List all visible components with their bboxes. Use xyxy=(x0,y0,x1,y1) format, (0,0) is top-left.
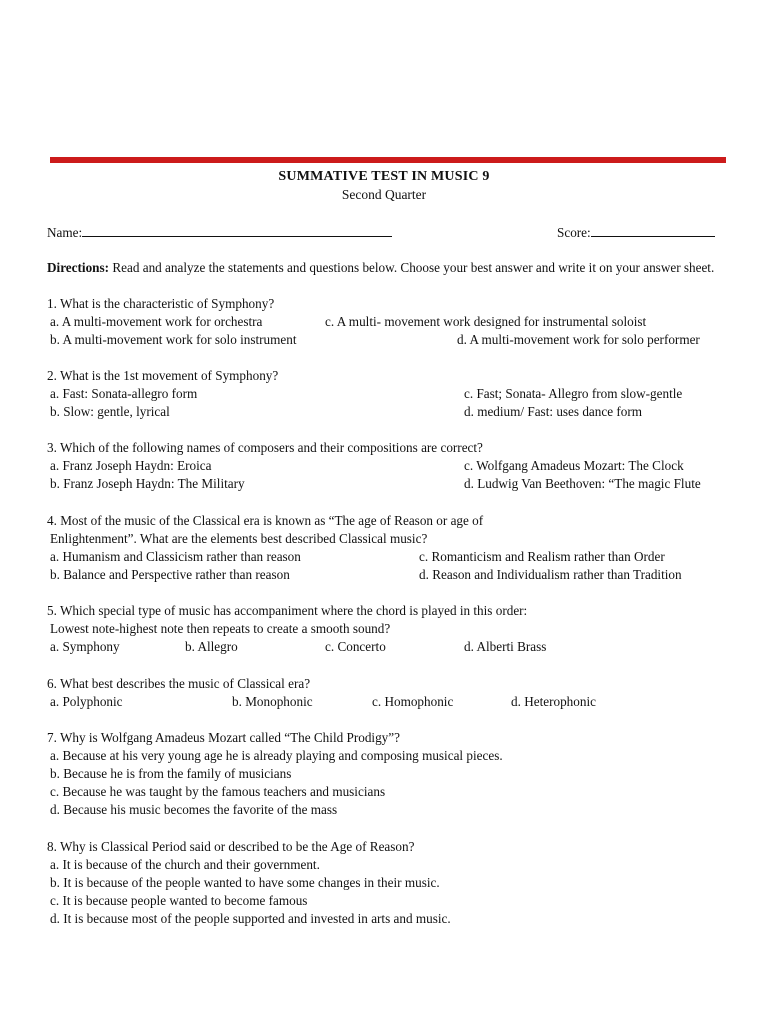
question-7-option-b: b. Because he is from the family of musicians xyxy=(50,766,292,781)
question-5-option-b: b. Allegro xyxy=(185,639,238,654)
question-4-option-b: b. Balance and Perspective rather than reason xyxy=(50,567,290,582)
name-field xyxy=(47,223,392,242)
question-4-stem-line-1: 4. Most of the music of the Classical era is known as “The age of Reason or age of xyxy=(47,513,484,528)
question-1-option-b: b. A multi-movement work for solo instrument xyxy=(50,332,297,347)
question-3-option-d: d. Ludwig Van Beethoven: “The magic Flute xyxy=(464,476,701,491)
question-2-option-b: b. Slow: gentle, lyrical xyxy=(50,404,170,419)
question-6-stem: 6. What best describes the music of Classical era? xyxy=(47,676,311,691)
question-6-option-b: b. Monophonic xyxy=(232,694,313,709)
directions-label: Directions: xyxy=(47,260,110,275)
question-4-option-d: d. Reason and Individualism rather than Tradition xyxy=(419,567,682,582)
question-8-option-a: a. It is because of the church and their government. xyxy=(50,857,320,872)
question-4-stem-line-2: Enlightenment”. What are the elements best described Classical music? xyxy=(50,531,428,546)
question-7-option-a: a. Because at his very young age he is already playing and composing musical pieces. xyxy=(50,748,503,763)
directions xyxy=(47,259,747,277)
question-7-option-d: d. Because his music becomes the favorite of the mass xyxy=(50,802,338,817)
question-5-option-c: c. Concerto xyxy=(325,639,386,654)
question-2-option-c: c. Fast; Sonata- Allegro from slow-gentle xyxy=(464,386,683,401)
question-5-stem-line-1: 5. Which special type of music has accompaniment where the chord is played in this order: xyxy=(47,603,528,618)
name-blank-line xyxy=(82,223,392,237)
test-title: SUMMATIVE TEST IN MUSIC 9 xyxy=(278,169,490,184)
score-field xyxy=(557,223,715,242)
question-3-option-a: a. Franz Joseph Haydn: Eroica xyxy=(50,458,212,473)
question-2-stem: 2. What is the 1st movement of Symphony? xyxy=(47,368,279,383)
question-6-option-d: d. Heterophonic xyxy=(511,694,596,709)
question-4-option-a: a. Humanism and Classicism rather than reason xyxy=(50,549,301,564)
score-blank-line xyxy=(591,223,715,237)
question-5-stem-line-2: Lowest note-highest note then repeats to create a smooth sound? xyxy=(50,621,391,636)
question-3-option-c: c. Wolfgang Amadeus Mozart: The Clock xyxy=(464,458,684,473)
question-8-stem: 8. Why is Classical Period said or described to be the Age of Reason? xyxy=(47,839,415,854)
question-8-option-b: b. It is because of the people wanted to have some changes in their music. xyxy=(50,875,440,890)
question-2-option-a: a. Fast: Sonata-allegro form xyxy=(50,386,198,401)
question-1-option-a: a. A multi-movement work for orchestra xyxy=(50,314,263,329)
question-6-option-a: a. Polyphonic xyxy=(50,694,123,709)
header-red-rule xyxy=(50,157,726,163)
question-8-option-c: c. It is because people wanted to become famous xyxy=(50,893,308,908)
question-3-stem: 3. Which of the following names of composers and their compositions are correct? xyxy=(47,440,483,455)
question-6-option-c: c. Homophonic xyxy=(372,694,454,709)
question-1-stem: 1. What is the characteristic of Symphony? xyxy=(47,296,275,311)
question-7-stem: 7. Why is Wolfgang Amadeus Mozart called “The Child Prodigy”? xyxy=(47,730,400,745)
question-1-option-d: d. A multi-movement work for solo performer xyxy=(457,332,700,347)
question-3-option-b: b. Franz Joseph Haydn: The Military xyxy=(50,476,245,491)
directions-text: Read and analyze the statements and questions below. Choose your best answer and write it on your answer sheet. xyxy=(109,260,715,275)
question-5-option-d: d. Alberti Brass xyxy=(464,639,547,654)
name-label: Name: xyxy=(47,225,83,240)
question-1-option-c: c. A multi- movement work designed for instrumental soloist xyxy=(325,314,647,329)
question-5-option-a: a. Symphony xyxy=(50,639,120,654)
test-subtitle: Second Quarter xyxy=(341,187,427,202)
score-label: Score: xyxy=(557,225,591,240)
question-2-option-d: d. medium/ Fast: uses dance form xyxy=(464,404,642,419)
question-8-option-d: d. It is because most of the people supported and invested in arts and music. xyxy=(50,911,451,926)
question-7-option-c: c. Because he was taught by the famous teachers and musicians xyxy=(50,784,386,799)
question-4-option-c: c. Romanticism and Realism rather than Order xyxy=(419,549,665,564)
